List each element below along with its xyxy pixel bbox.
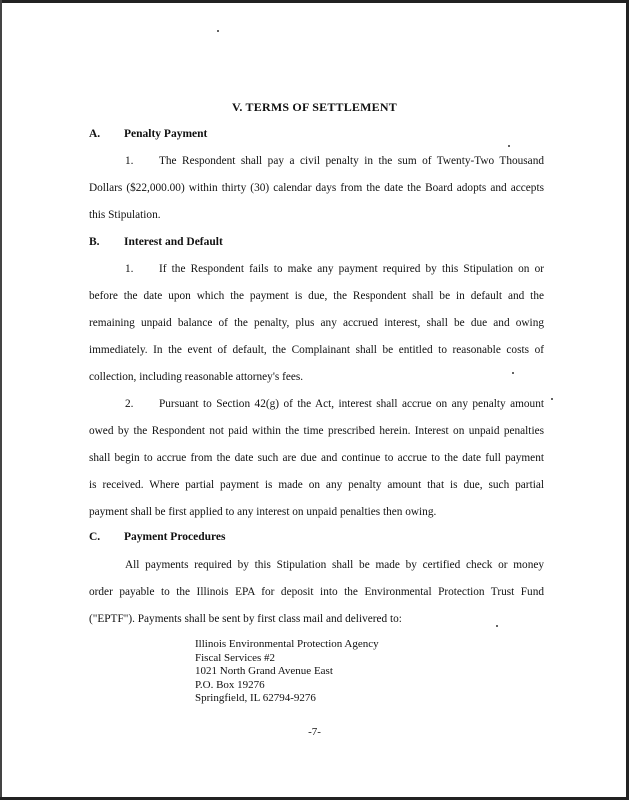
paragraph-line: is received. Where partial payment is made on any penalty amount that is due, such partial (89, 479, 544, 491)
section-c-paragraph-1 (89, 552, 544, 633)
paragraph-line: Dollars ($22,000.00) within thirty (30) calendar days from the date the Board adopts and accepts (89, 182, 544, 194)
section-a-paragraph-1 (89, 148, 544, 229)
address-line: Springfield, IL 62794-9276 (195, 692, 316, 705)
section-title: V. TERMS OF SETTLEMENT (232, 100, 397, 114)
paragraph-line: 2. Pursuant to Section 42(g) of the Act, interest shall accrue on any penalty amount (89, 391, 544, 418)
address-line: Fiscal Services #2 (195, 651, 276, 664)
section-c-title: Payment Procedures (124, 531, 226, 543)
paragraph-line: remaining unpaid balance of the penalty, plus any accrued interest, shall be due and owing (89, 317, 544, 329)
section-c-heading (89, 531, 225, 543)
page-number: -7- (308, 726, 321, 738)
section-c-letter: C. (89, 531, 101, 543)
paragraph-line: order payable to the Illinois EPA for deposit into the Environmental Protection Trust Fund (89, 586, 544, 598)
scan-speck (508, 145, 510, 147)
paragraph-line: this Stipulation. (89, 209, 161, 221)
paragraph-number: 1. (125, 155, 134, 167)
paragraph-line: 1. The Respondent shall pay a civil penalty in the sum of Twenty-Two Thousand (89, 148, 544, 175)
section-b-paragraph-2 (89, 391, 544, 526)
paragraph-number: 2. (125, 398, 134, 410)
paragraph-line: collection, including reasonable attorney's fees. (89, 371, 304, 383)
paragraph-line: shall begin to accrue from the date such are due and continue to accrue to the date full payment (89, 452, 544, 464)
paragraph-line: 1. If the Respondent fails to make any payment required by this Stipulation on or (89, 256, 544, 283)
address-line: 1021 North Grand Avenue East (195, 665, 333, 678)
paragraph-number: 1. (125, 263, 134, 275)
scan-speck (551, 398, 553, 400)
paragraph-line: ("EPTF"). Payments shall be sent by first class mail and delivered to: (89, 613, 402, 625)
section-b-letter: B. (89, 236, 100, 248)
scan-speck (217, 30, 219, 32)
scan-border-left (0, 0, 2, 800)
section-a-letter: A. (89, 128, 101, 140)
section-b-heading (89, 236, 223, 248)
section-a-heading (89, 128, 207, 140)
scan-border-top (0, 0, 629, 3)
paragraph-line: immediately. In the event of default, the Complainant shall be entitled to reasonable costs of (89, 344, 544, 356)
address-line: P.O. Box 19276 (195, 678, 265, 691)
section-a-title: Penalty Payment (124, 128, 208, 140)
paragraph-line: before the date upon which the payment is due, the Respondent shall be in default and the (89, 290, 544, 302)
address-line: Illinois Environmental Protection Agency (195, 638, 379, 650)
section-b-title: Interest and Default (124, 236, 223, 248)
mailing-address (195, 638, 379, 706)
section-b-paragraph-1 (89, 256, 544, 391)
paragraph-line: payment shall be first applied to any interest on unpaid penalties then owing. (89, 506, 437, 518)
paragraph-line: All payments required by this Stipulation shall be made by certified check or money (125, 559, 544, 571)
paragraph-line: owed by the Respondent not paid within the time prescribed herein. Interest on unpaid penalties (89, 425, 544, 437)
